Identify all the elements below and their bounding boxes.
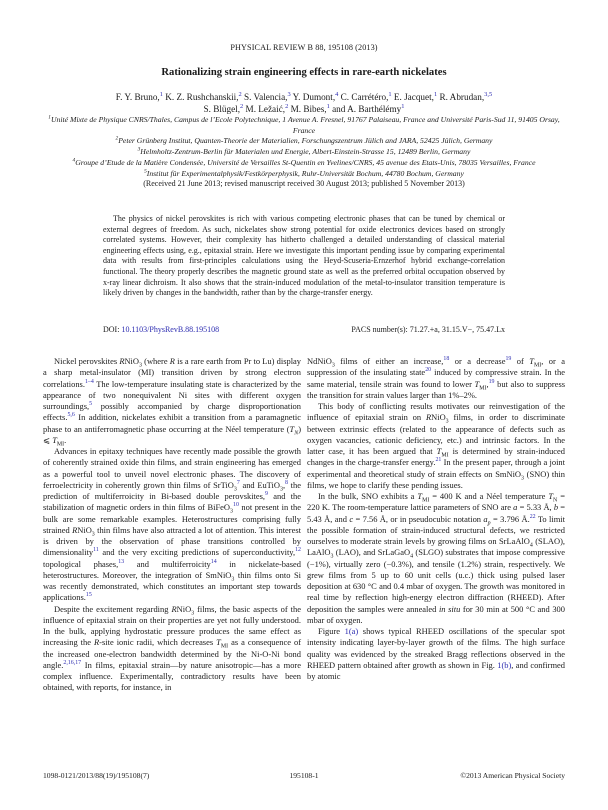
figure-link[interactable]: 1(b): [497, 659, 512, 670]
page-footer: [43, 771, 565, 780]
affiliations: [40, 115, 568, 190]
author: and A. Barthélémy$^1$: [332, 102, 405, 114]
paragraph: Advances in epitaxy techniques have recently made possible the growth of coherently strained oxide thin films, and strain engineering has emerged as a powerful tool to unveil novel electronic phases. The discovery of ferroelectricity in coherently grown thin films of SrTiO$_3^7$ and EuTiO$_3$,$^8$ the prediction of multiferroicity in Bi-based double perovskites,$^9$ and the stabilization of magnetic orders in thin films of BiFeO$_3^{10}$ not present in the bulk are some remarkable examples. Heterostructures comprising fully strained RNiO$_3$ thin films have also attracted a lot of attention. This interest is driven by the observation of phase transitions controlled by dimensionality$^{11}$ and the very exciting predictions of superconductivity,$^{12}$ topological phases,$^{13}$ and multiferroicity$^{14}$ in nickelate-based heterostructures. Moreover, the integration of SmNiO$_3$ thin films onto Si was recently demonstrated, which constitutes an important step towards applications.$^{15}$: [43, 446, 302, 603]
author: M. Bibes,$^1$: [290, 102, 330, 114]
footer-issn: 1098-0121/2013/88(19)/195108(7): [43, 771, 150, 780]
author: S. Blügel,$^2$: [203, 102, 244, 114]
doi-link[interactable]: 10.1103/PhysRevB.88.195108: [121, 325, 220, 334]
paragraph: This body of conflicting results motivates our reinvestigation of the influence of epitaxial strain on RNiO$_3$ films, in order to discriminate between extrinsic effects (related to the appearance of defects such as oxygen vacancies, cationic deficiency, etc.) and intrinsic factors. In the latter case, it has been argued that $T_{MI}$ is determined by strain-induced changes in the charge-transfer energy.$^{21}$ In the present paper, through a joint experimental and theoretical study of strain effects on SmNiO$_3$ (SNO) thin films, we hope to clarify these pending issues.: [307, 401, 566, 490]
footer-page-number: 195108-1: [289, 771, 319, 780]
paragraph: In the bulk, SNO exhibits a $T_{MI} = 400$ K and a Néel temperature $T_N = 220$ K. The room-temperature lattice parameters of SNO are a = 5.33 Å, b = 5.43 Å, and c = 7.56 Å, or in pseudocubic notation $a_p = 3.796$ Å.$^{22}$ To limit the possible formation of strain-induced structural defects, we restricted ourselves to moderate strain levels by growing films on SrLaAlO$_4$ (SLAO), LaAlO$_3$ (LAO), and SrLaGaO$_4$ (SLGO) substrates that impose compressive (−1%), virtually zero (−0.3%), and tensile (1.2%) strain, respectively. We grew films from 5 up to 60 unit cells (u.c.) thick using pulsed laser deposition at 630 °C and 0.4 mbar of oxygen. The growth was monitored in real time by reflection high-energy electron diffraction (RHEED). After deposition the samples were annealed in situ for 30 min at 500 °C and 300 mbar of oxygen.: [307, 491, 565, 625]
paragraph: Figure 1(a) shows typical RHEED oscillations of the specular spot intensity indicating layer-by-layer growth of the films. The high surface quality was evidenced by the streaked Bragg reflections observed in the RHEED pattern obtained after growth as shown in Fig. 1(b), and confirmed by atomic: [307, 626, 565, 681]
author: R. Abrudan,$^{3,5}$: [439, 90, 493, 102]
paragraph: NdNiO$_3$ films of either an increase,$^{18}$ or a decrease$^{19}$ of $T_{MI}$, or a suppression of the insulating state$^{20}$ induced by compressive strain. In the same material, tensile strain was found to lower $T_{MI},^{19}$ but also to suppress the transition for strain values larger than 1%–2%.: [307, 356, 566, 400]
author: S. Valencia,$^3$: [244, 90, 291, 102]
doi-pacs-line: [103, 325, 505, 334]
affiliation: $^5$Institut für Experimentalphysik/Festkörperphysik, Ruhr-Universität Bochum, 44780 Bochum, Germany: [144, 167, 464, 178]
footer-copyright: ©2013 American Physical Society: [460, 771, 565, 780]
affiliation: $^4$Groupe d’Etude de la Matière Condensée, Université de Versailles St-Quentin en Yvelines/CNRS, 45 avenue des Etats-Unis, 78035 Versailles, France: [72, 157, 536, 167]
doi-label: DOI:: [103, 325, 120, 334]
author: E. Jacquet,$^1$: [393, 90, 438, 102]
figure-link[interactable]: 1(a): [344, 626, 359, 636]
received-dates: (Received 21 June 2013; revised manuscript received 30 August 2013; published 5 November 2013): [143, 179, 465, 189]
author: Y. Dumont,$^4$: [292, 90, 339, 102]
abstract: The physics of nickel perovskites is rich with various competing electronic phases that can be tuned by chemical or external degrees of freedom. As such, nickelates show strong potential for oxide electronics devices based on strongly correlated systems. However, their complexity has hitherto challenged a detailed understanding of classical material engineering effects using, e.g., epitaxial strain. Here we investigate this important pending issue by comparing experimental data with results from first-principles calculations using the Heyd-Scuseria-Ernzerhof hybrid exchange-correlation functional. The theory properly describes the magnetic ground state as well as the preferred orbital occupation observed by x-ray linear dichroism. It also shows that the strain-induced modulation of the metal-to-insulator transition temperature is likely driven by changes in the bandwidth, rather than by the charge-transfer energy.: [103, 214, 505, 298]
author: F. Y. Bruno,$^1$: [115, 90, 163, 102]
author: K. Z. Rushchanskii,$^2$: [165, 90, 242, 102]
body-column-right: [307, 356, 565, 682]
paper-title: Rationalizing strain engineering effects in rare-earth nickelates: [161, 67, 447, 78]
journal-header: PHYSICAL REVIEW B 88, 195108 (2013): [230, 43, 378, 52]
paragraph: Nickel perovskites RNiO$_3$ (where R is a rare earth from Pr to Lu) display a sharp metal-insulator (MI) transition driven by strong electron correlations.$^{1-4}$ The low-temperature insulating state is characterized by the appearance of two nonequivalent Ni sites with different oxygen surroundings,$^5$ possibly accompanied by charge disproportionation effects.$^{5,6}$ In addition, nickelates exhibit a transition from a paramagnetic phase to an antiferromagnetic phase occurring at the Néel temperature $(T_N)$ ⩽ $T_{MI}$.: [43, 356, 302, 448]
author-list: [40, 92, 568, 115]
affiliation: $^3$Helmholtz-Zentrum-Berlin für Materialen und Energie, Albert-Einstein-Strasse 15, 12489 Berlin, Germany: [137, 146, 471, 157]
body-column-left: [43, 356, 301, 694]
affiliation: $^2$Peter Grünberg Institut, Quanten-Theorie der Materialien, Forschungszentrum Jülich and JARA, 52425 Jülich, Germany: [115, 135, 493, 146]
author: C. Carrétéro,$^1$: [340, 90, 392, 102]
paragraph: Despite the excitement regarding RNiO$_3$ films, the basic aspects of the influence of epitaxial strain on their properties are yet not fully understood. In the bulk, applying hydrostatic pressure produces the same effect as increasing the R-site ionic radii, which decreases $T_{MI}$ as a consequence of the increased one-electron bandwidth determined by the Ni-O-Ni bond angle.$^{2,16,17}$ In films, epitaxial strain—by nature anisotropic—has a more complex influence. Experimentally, contradictory results have been obtained, with reports, for instance, in: [43, 603, 302, 693]
affiliation: $^1$Unité Mixte de Physique CNRS/Thales, Campus de l’Ecole Polytechnique, 1 Avenue A. Fresnel, 91767 Palaiseau, France and Université Paris-Sud 11, 91405 Orsay, France: [48, 114, 560, 135]
author: M. Ležaić,$^2$: [245, 102, 289, 114]
pacs-numbers: PACS number(s): 71.27.+a, 31.15.V−, 75.47.Lx: [351, 325, 505, 334]
